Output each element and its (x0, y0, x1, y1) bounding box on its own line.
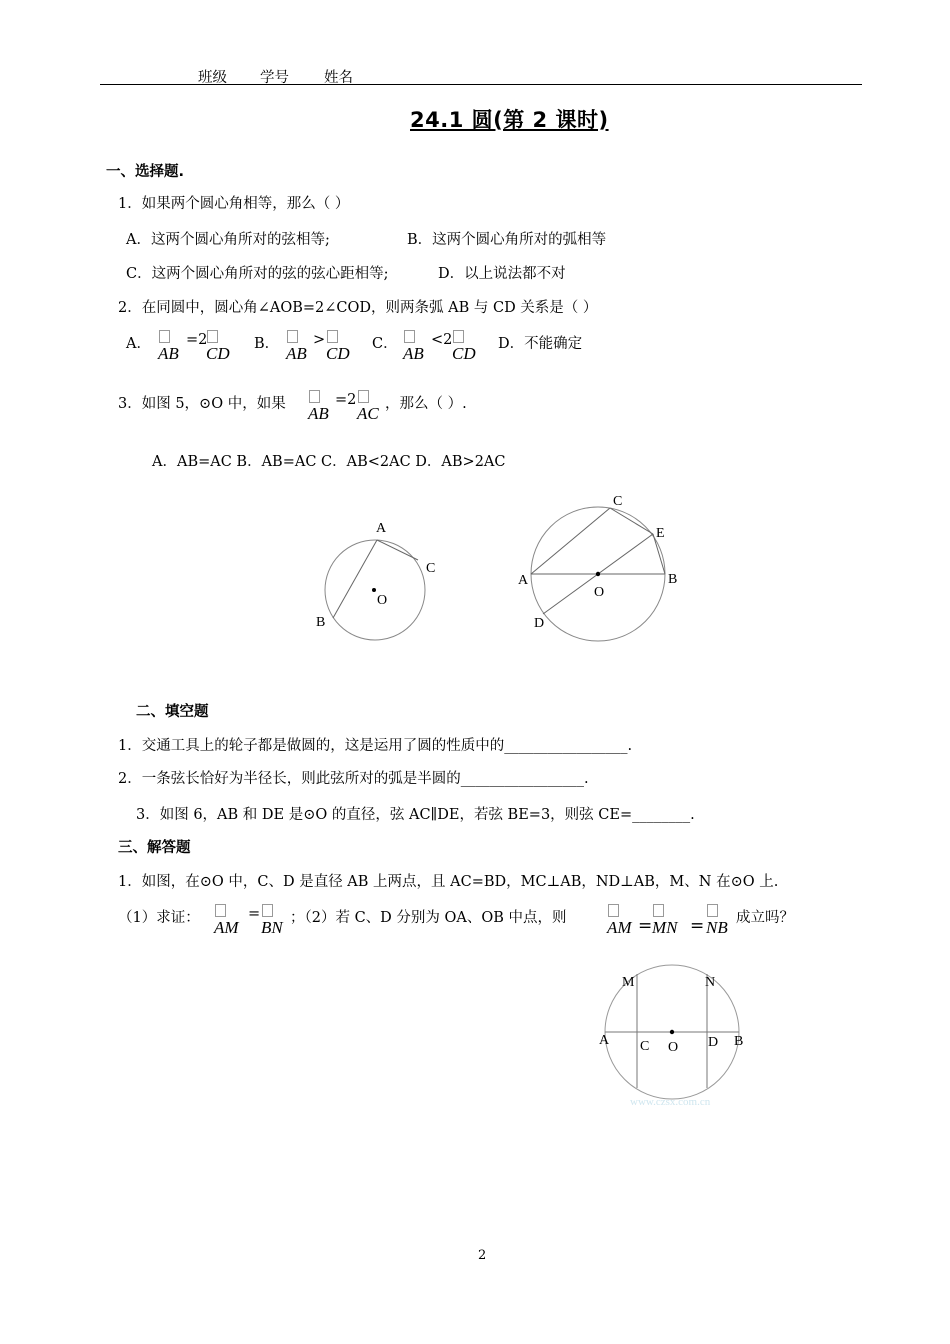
figure6-diagram (510, 485, 690, 645)
figure7-diagram (590, 960, 765, 1110)
q2-arc-cd-a: CD (206, 344, 230, 364)
q2-relation-c: <2 (431, 332, 453, 348)
header-rule (100, 84, 862, 85)
fill-q3: 3．如图 6，AB 和 DE 是⊙O 的直径，弦 AC∥DE，若弦 BE=3，则弦 CE=________. (136, 807, 695, 823)
figure6-label-o: O (594, 585, 605, 600)
proof-arc-nb: NB (706, 918, 728, 938)
student-number-label: 学号 (260, 70, 289, 86)
proof-arc-am-2: AM (607, 918, 632, 938)
figure5-chord-ab (333, 540, 377, 618)
proof-eq1: = (248, 906, 261, 922)
proof-eq2: = (638, 916, 653, 936)
q2-arc-ab-b: AB (286, 344, 307, 364)
q3-arc-ac: AC (357, 404, 379, 424)
figure6-center-dot (596, 572, 600, 576)
section3-heading: 三、解答题 (118, 840, 191, 856)
q3-arc-ab: AB (308, 404, 329, 424)
figure6-chord-ce (610, 508, 653, 534)
proof-eq3: = (690, 916, 705, 936)
q3-relation: =2 (335, 392, 357, 408)
figure5-label-a: A (376, 521, 387, 536)
figure5-label-c: C (426, 561, 436, 576)
q2-option-d: D．不能确定 (498, 336, 583, 352)
q1-option-c: C．这两个圆心角所对的弦的弦心距相等; (126, 266, 389, 282)
figure6-chord-ac (531, 508, 610, 574)
figure7-label-b: B (734, 1034, 744, 1049)
proof-arc-mn: MN (652, 918, 678, 938)
q2-relation-b: > (313, 332, 326, 348)
figure7-center-dot (670, 1030, 674, 1034)
q3-stem-end: ，那么（ ）. (385, 396, 467, 412)
q2-arc-cd-c: CD (452, 344, 476, 364)
figure6-label-c: C (613, 494, 623, 509)
fill-q2: 2．一条弦长恰好为半径长，则此弦所对的弧是半圆的_________________. (118, 771, 589, 787)
q1-stem: 1．如果两个圆心角相等，那么（ ） (118, 196, 350, 212)
figure7-label-c: C (640, 1039, 650, 1054)
figure7-label-a: A (599, 1033, 610, 1048)
figure5-label-o: O (377, 593, 388, 608)
q2-option-a-label: A． (126, 336, 151, 352)
figure6-label-a: A (518, 573, 529, 588)
figure7-label-d: D (708, 1035, 719, 1050)
figure7-label-m: M (622, 975, 635, 990)
page-number: 2 (478, 1248, 487, 1263)
q2-relation-a: =2 (186, 332, 208, 348)
q3-stem-start: 3．如图 5，⊙O 中，如果 (118, 396, 286, 412)
q2-arc-cd-b: CD (326, 344, 350, 364)
proof-arc-bn: BN (261, 918, 283, 938)
figure6-label-b: B (668, 572, 678, 587)
q1-option-a: A．这两个圆心角所对的弦相等; (126, 232, 330, 248)
section2-heading: 二、填空题 (136, 704, 209, 720)
q2-arc-ab-a: AB (158, 344, 179, 364)
proof-q1-part1: （1）求证： (118, 910, 200, 926)
proof-q1-end: 成立吗？ (736, 910, 794, 926)
section1-heading: 一、选择题. (106, 164, 185, 180)
figure7-label-n: N (705, 975, 716, 990)
figure6-label-e: E (656, 526, 665, 541)
q2-option-b-label: B． (254, 336, 280, 352)
figure7-label-o: O (668, 1040, 679, 1055)
q1-option-b: B．这两个圆心角所对的弧相等 (407, 232, 607, 248)
q2-arc-ab-c: AB (403, 344, 424, 364)
figure5-center-dot (372, 588, 376, 592)
q2-option-c-label: C． (372, 336, 398, 352)
fill-q1: 1．交通工具上的轮子都是做圆的，这是运用了圆的性质中的_________________. (118, 738, 633, 754)
student-name-label: 姓名 (324, 70, 353, 86)
figure6-label-d: D (534, 616, 545, 631)
page-title: 24.1 圆(第 2 课时) (410, 108, 609, 132)
figure5-diagram (300, 510, 450, 650)
figure5-chord-ac (377, 540, 418, 560)
q1-option-d: D．以上说法都不对 (438, 266, 566, 282)
proof-q1-part2: ；（2）若 C、D 分别为 OA、OB 中点，则 (290, 910, 567, 926)
proof-arc-am: AM (214, 918, 239, 938)
q3-options: A．AB=AC B．AB=AC C．AB<2AC D．AB>2AC (152, 454, 506, 470)
q2-stem: 2．在同圆中，圆心角∠AOB=2∠COD，则两条弧 AB 与 CD 关系是（ ） (118, 300, 598, 316)
proof-q1-line1: 1．如图，在⊙O 中，C、D 是直径 AB 上两点，且 AC=BD，MC⊥AB，ND⊥AB，M、N 在⊙O 上. (118, 874, 779, 890)
class-label: 班级 (198, 70, 227, 86)
figure7-watermark: www.czsx.com.cn (630, 1096, 711, 1108)
figure5-label-b: B (316, 615, 326, 630)
